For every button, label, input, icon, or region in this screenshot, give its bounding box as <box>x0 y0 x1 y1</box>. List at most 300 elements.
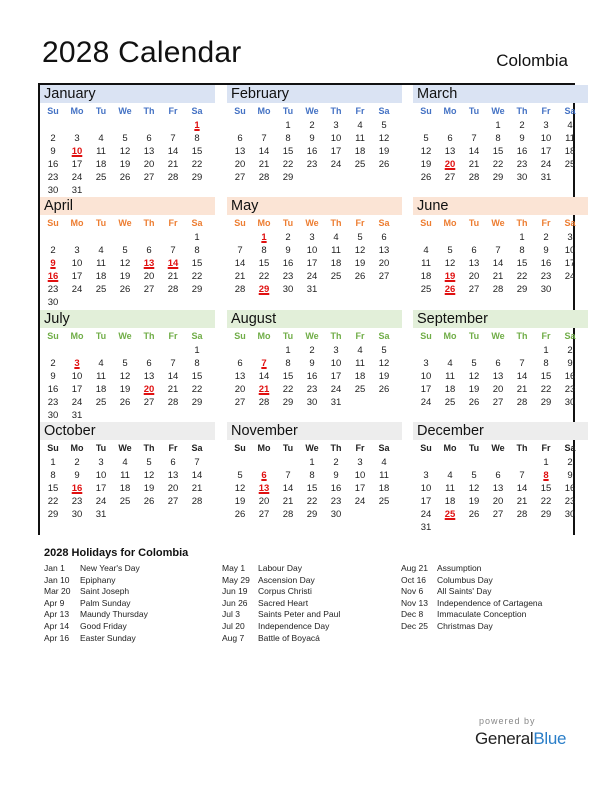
empty-day-cell <box>89 521 113 534</box>
empty-day-cell <box>558 283 582 296</box>
weekday-row <box>413 215 588 231</box>
day-cell: 21 <box>258 159 270 170</box>
empty-day-cell <box>534 409 558 422</box>
day-cell: 24 <box>354 496 366 507</box>
weekday-label: Th <box>143 443 155 453</box>
empty-day-cell <box>228 521 252 534</box>
day-cell: 9 <box>309 133 315 144</box>
day-cell: 21 <box>234 271 246 282</box>
day-cell: 15 <box>282 146 294 157</box>
week-row <box>40 521 215 534</box>
weekday-label: Sa <box>564 331 576 341</box>
day-cell: 3 <box>74 133 80 144</box>
day-cell: 8 <box>261 245 267 256</box>
month-header: May <box>227 197 402 215</box>
day-cell: 14 <box>191 470 203 481</box>
day-cell: 31 <box>540 172 552 183</box>
empty-day-cell <box>185 184 209 197</box>
weekday-label: Fr <box>355 218 365 228</box>
day-cell: 25 <box>564 159 576 170</box>
empty-day-cell <box>65 344 89 357</box>
day-cell: 20 <box>468 271 480 282</box>
day-cell: 3 <box>423 358 429 369</box>
day-cell: 11 <box>445 483 455 494</box>
day-cell: 10 <box>330 133 342 144</box>
day-cell: 23 <box>306 159 318 170</box>
day-cell: 17 <box>420 496 432 507</box>
empty-day-cell <box>137 231 161 244</box>
week-row <box>413 171 588 184</box>
day-cell: 2 <box>50 133 56 144</box>
day-cell: 4 <box>98 245 104 256</box>
weekday-label: We <box>305 218 319 228</box>
weekday-label: Sa <box>378 218 390 228</box>
holiday-column <box>44 563 148 644</box>
day-cell: 22 <box>47 496 59 507</box>
day-cell: 16 <box>47 159 59 170</box>
empty-day-cell <box>438 231 462 244</box>
day-cell: 4 <box>567 120 573 131</box>
day-cell: 19 <box>119 384 131 395</box>
empty-day-cell <box>185 296 209 309</box>
empty-day-cell <box>113 119 137 132</box>
day-cell: 5 <box>122 245 128 256</box>
day-cell: 20 <box>234 384 246 395</box>
holiday-date: Dec 25 <box>401 620 428 631</box>
weekday-label: Sa <box>378 106 390 116</box>
week-row <box>40 145 215 158</box>
weekday-label: Su <box>234 106 246 116</box>
weekday-label: Mo <box>443 218 457 228</box>
week-row <box>40 456 215 469</box>
empty-day-cell <box>276 456 300 469</box>
day-cell: 22 <box>516 271 528 282</box>
weekday-label: We <box>305 443 319 453</box>
month-august <box>227 310 402 422</box>
weekday-label: Mo <box>443 106 457 116</box>
weekday-label: Mo <box>257 331 271 341</box>
week-row <box>227 257 402 270</box>
day-cell: 15 <box>516 258 528 269</box>
holiday-name: Saints Peter and Paul <box>258 609 341 620</box>
weekday-label: Tu <box>282 331 294 341</box>
day-cell: 15 <box>492 146 504 157</box>
holiday-name: Saint Joseph <box>80 586 130 597</box>
empty-day-cell <box>41 344 65 357</box>
empty-day-cell <box>324 171 348 184</box>
week-row <box>227 482 402 495</box>
day-cell: 16 <box>282 258 294 269</box>
day-cell: 30 <box>540 284 552 295</box>
week-row <box>227 396 402 409</box>
day-cell: 17 <box>540 146 552 157</box>
weekday-label: We <box>491 331 505 341</box>
day-cell: 3 <box>98 457 104 468</box>
holiday-name: All Saints' Day <box>437 586 492 597</box>
holiday-day-cell: 8 <box>543 470 549 481</box>
month-june <box>413 197 588 309</box>
weekday-row <box>227 440 402 456</box>
holiday-item <box>44 609 148 621</box>
day-cell: 26 <box>119 172 131 183</box>
day-cell: 28 <box>258 397 270 408</box>
empty-day-cell <box>348 296 372 309</box>
day-cell: 10 <box>540 133 552 144</box>
day-cell: 17 <box>95 483 107 494</box>
day-cell: 31 <box>420 522 432 533</box>
day-cell: 18 <box>564 146 576 157</box>
day-cell: 19 <box>468 496 480 507</box>
day-cell: 27 <box>258 509 270 520</box>
day-cell: 25 <box>378 496 390 507</box>
empty-day-cell <box>372 396 396 409</box>
weekday-label: Sa <box>564 106 576 116</box>
day-cell: 1 <box>194 345 200 356</box>
holiday-day-cell: 19 <box>444 271 456 282</box>
day-cell: 17 <box>564 258 576 269</box>
day-cell: 24 <box>420 397 432 408</box>
day-cell: 29 <box>540 397 552 408</box>
holiday-name: Independence Day <box>258 620 330 631</box>
day-cell: 31 <box>71 410 83 421</box>
weekday-label: Tu <box>282 106 294 116</box>
day-cell: 10 <box>420 483 432 494</box>
empty-day-cell <box>89 184 113 197</box>
day-cell: 9 <box>74 470 80 481</box>
empty-day-cell <box>300 521 324 534</box>
weekday-row <box>413 440 588 456</box>
brand-logo[interactable] <box>475 729 566 749</box>
day-cell: 30 <box>516 172 528 183</box>
day-cell: 7 <box>261 133 267 144</box>
holiday-day-cell: 29 <box>258 284 270 295</box>
empty-day-cell <box>462 119 486 132</box>
month-header: January <box>40 85 215 103</box>
week-row <box>413 521 588 534</box>
day-cell: 14 <box>468 146 480 157</box>
day-cell: 13 <box>492 483 504 494</box>
empty-day-cell <box>462 456 486 469</box>
day-cell: 27 <box>234 172 246 183</box>
weekday-label: Th <box>330 331 342 341</box>
holiday-item <box>401 621 542 633</box>
day-cell: 9 <box>519 133 525 144</box>
empty-day-cell <box>228 409 252 422</box>
day-cell: 2 <box>567 457 573 468</box>
holidays-title: 2028 Holidays for Colombia <box>44 547 189 559</box>
empty-day-cell <box>438 344 462 357</box>
day-cell: 11 <box>445 371 455 382</box>
empty-day-cell <box>558 184 582 197</box>
day-cell: 4 <box>447 358 453 369</box>
day-cell: 6 <box>170 457 176 468</box>
day-cell: 28 <box>468 172 480 183</box>
day-cell: 31 <box>306 284 318 295</box>
holiday-name: Battle of Boyacá <box>258 632 320 643</box>
week-row <box>40 132 215 145</box>
weekday-row <box>413 103 588 119</box>
day-cell: 17 <box>420 384 432 395</box>
weekday-label: Th <box>143 106 155 116</box>
day-cell: 9 <box>333 470 339 481</box>
day-cell: 19 <box>468 384 480 395</box>
day-cell: 27 <box>143 172 155 183</box>
holiday-item <box>44 598 148 610</box>
holiday-day-cell: 20 <box>143 384 155 395</box>
week-row <box>40 257 215 270</box>
empty-day-cell <box>324 283 348 296</box>
holiday-date: Jan 10 <box>44 574 70 585</box>
week-row <box>40 482 215 495</box>
empty-day-cell <box>486 184 510 197</box>
day-cell: 7 <box>519 358 525 369</box>
day-cell: 30 <box>47 410 59 421</box>
holiday-name: Immaculate Conception <box>437 609 527 620</box>
day-cell: 26 <box>378 159 390 170</box>
holiday-name: Good Friday <box>80 620 127 631</box>
month-february <box>227 85 402 197</box>
day-cell: 20 <box>258 496 270 507</box>
empty-day-cell <box>161 409 185 422</box>
day-cell: 30 <box>47 185 59 196</box>
empty-day-cell <box>324 184 348 197</box>
week-row <box>227 296 402 309</box>
day-cell: 24 <box>71 172 83 183</box>
weekday-label: Su <box>234 443 246 453</box>
week-row <box>40 231 215 244</box>
day-cell: 25 <box>95 397 107 408</box>
empty-day-cell <box>462 521 486 534</box>
day-cell: 10 <box>71 371 83 382</box>
weekday-label: Su <box>420 218 432 228</box>
empty-day-cell <box>113 508 137 521</box>
weekday-label: Tu <box>282 218 294 228</box>
weekday-row <box>413 328 588 344</box>
weekday-label: We <box>305 331 319 341</box>
day-cell: 5 <box>146 457 152 468</box>
empty-day-cell <box>438 456 462 469</box>
day-cell: 24 <box>71 397 83 408</box>
day-cell: 3 <box>357 457 363 468</box>
week-row <box>227 469 402 482</box>
empty-day-cell <box>65 296 89 309</box>
holiday-date: May 1 <box>222 563 246 573</box>
day-cell: 14 <box>234 258 246 269</box>
day-cell: 8 <box>309 470 315 481</box>
day-cell: 29 <box>191 284 203 295</box>
day-cell: 12 <box>119 258 131 269</box>
holiday-day-cell: 7 <box>261 358 267 369</box>
day-cell: 30 <box>47 297 59 308</box>
day-cell: 7 <box>170 133 176 144</box>
holiday-item <box>222 563 340 575</box>
day-cell: 16 <box>564 483 576 494</box>
week-row <box>413 469 588 482</box>
empty-day-cell <box>372 184 396 197</box>
week-row <box>413 456 588 469</box>
weekday-label: Tu <box>468 106 480 116</box>
weekday-label: Su <box>234 218 246 228</box>
day-cell: 5 <box>471 358 477 369</box>
day-cell: 15 <box>191 146 203 157</box>
empty-day-cell <box>228 456 252 469</box>
weekday-label: We <box>491 106 505 116</box>
weekday-label: Tu <box>95 443 107 453</box>
day-cell: 11 <box>96 146 106 157</box>
brand-blue: Blue <box>533 729 567 748</box>
day-cell: 26 <box>143 496 155 507</box>
weekday-label: Fr <box>168 106 178 116</box>
day-cell: 23 <box>47 397 59 408</box>
holiday-name: Easter Sunday <box>80 632 136 643</box>
empty-day-cell <box>462 344 486 357</box>
empty-day-cell <box>348 508 372 521</box>
week-row <box>40 370 215 383</box>
weekday-label: Sa <box>378 443 390 453</box>
holiday-day-cell: 14 <box>167 258 179 269</box>
day-cell: 6 <box>237 133 243 144</box>
day-cell: 7 <box>285 470 291 481</box>
day-cell: 11 <box>565 133 575 144</box>
holiday-name: Corpus Christi <box>258 586 312 597</box>
day-cell: 11 <box>421 258 431 269</box>
day-cell: 13 <box>234 146 246 157</box>
weekday-label: Fr <box>355 443 365 453</box>
week-row <box>40 508 215 521</box>
holiday-date: Jul 20 <box>222 620 245 631</box>
weekday-label: Th <box>516 106 528 116</box>
day-cell: 11 <box>355 358 365 369</box>
empty-day-cell <box>486 231 510 244</box>
day-cell: 20 <box>143 159 155 170</box>
weekday-label: Tu <box>468 331 480 341</box>
holiday-item <box>401 609 542 621</box>
empty-day-cell <box>137 344 161 357</box>
day-cell: 10 <box>354 470 366 481</box>
weekday-label: Su <box>420 106 432 116</box>
weekday-label: Th <box>143 331 155 341</box>
holiday-name: Palm Sunday <box>80 597 131 608</box>
day-cell: 3 <box>567 232 573 243</box>
weekday-label: Mo <box>443 331 457 341</box>
weekday-label: Sa <box>191 331 203 341</box>
empty-day-cell <box>324 409 348 422</box>
empty-day-cell <box>438 521 462 534</box>
day-cell: 13 <box>444 146 456 157</box>
holiday-item <box>401 575 542 587</box>
weekday-label: Mo <box>70 218 84 228</box>
day-cell: 16 <box>540 258 552 269</box>
day-cell: 30 <box>71 509 83 520</box>
day-cell: 21 <box>167 384 179 395</box>
empty-day-cell <box>438 119 462 132</box>
holiday-day-cell: 13 <box>258 483 270 494</box>
day-cell: 28 <box>167 172 179 183</box>
empty-day-cell <box>113 231 137 244</box>
day-cell: 9 <box>285 245 291 256</box>
day-cell: 22 <box>282 159 294 170</box>
day-cell: 13 <box>167 470 179 481</box>
holiday-name: Sacred Heart <box>258 597 309 608</box>
day-cell: 23 <box>71 496 83 507</box>
day-cell: 9 <box>50 371 56 382</box>
day-cell: 6 <box>381 232 387 243</box>
weekday-label: We <box>118 331 132 341</box>
day-cell: 20 <box>143 271 155 282</box>
week-row <box>413 158 588 171</box>
day-cell: 21 <box>516 384 528 395</box>
day-cell: 18 <box>444 496 456 507</box>
day-cell: 25 <box>330 271 342 282</box>
day-cell: 28 <box>282 509 294 520</box>
weekday-row <box>40 440 215 456</box>
day-cell: 16 <box>516 146 528 157</box>
weekday-label: Sa <box>191 218 203 228</box>
day-cell: 27 <box>234 397 246 408</box>
week-row <box>40 171 215 184</box>
week-row <box>227 244 402 257</box>
day-cell: 8 <box>543 358 549 369</box>
day-cell: 21 <box>167 271 179 282</box>
day-cell: 29 <box>282 397 294 408</box>
holiday-date: Jun 26 <box>222 597 248 608</box>
empty-day-cell <box>486 344 510 357</box>
day-cell: 11 <box>96 258 106 269</box>
day-cell: 19 <box>119 159 131 170</box>
holiday-item <box>44 633 148 645</box>
day-cell: 10 <box>564 245 576 256</box>
day-cell: 9 <box>309 358 315 369</box>
weekday-label: Mo <box>443 443 457 453</box>
empty-day-cell <box>113 184 137 197</box>
month-november <box>227 422 402 534</box>
week-row <box>413 396 588 409</box>
empty-day-cell <box>252 521 276 534</box>
empty-day-cell <box>414 344 438 357</box>
weekday-row <box>227 103 402 119</box>
week-row <box>413 119 588 132</box>
day-cell: 14 <box>516 371 528 382</box>
empty-day-cell <box>228 344 252 357</box>
day-cell: 16 <box>306 146 318 157</box>
day-cell: 18 <box>330 258 342 269</box>
month-header: December <box>413 422 588 440</box>
empty-day-cell <box>252 456 276 469</box>
day-cell: 14 <box>167 146 179 157</box>
weekday-label: We <box>305 106 319 116</box>
week-row <box>40 495 215 508</box>
empty-day-cell <box>65 231 89 244</box>
weekday-label: Fr <box>168 443 178 453</box>
empty-day-cell <box>161 119 185 132</box>
week-row <box>40 184 215 197</box>
week-row <box>40 409 215 422</box>
day-cell: 22 <box>191 384 203 395</box>
week-row <box>413 357 588 370</box>
month-april <box>40 197 215 309</box>
day-cell: 27 <box>167 496 179 507</box>
day-cell: 5 <box>423 133 429 144</box>
holiday-date: Jul 3 <box>222 609 240 620</box>
day-cell: 6 <box>471 245 477 256</box>
day-cell: 11 <box>355 133 365 144</box>
day-cell: 3 <box>333 120 339 131</box>
brand-general: General <box>475 729 534 748</box>
empty-day-cell <box>372 296 396 309</box>
day-cell: 21 <box>516 496 528 507</box>
day-cell: 4 <box>98 133 104 144</box>
weekday-label: Su <box>47 218 59 228</box>
